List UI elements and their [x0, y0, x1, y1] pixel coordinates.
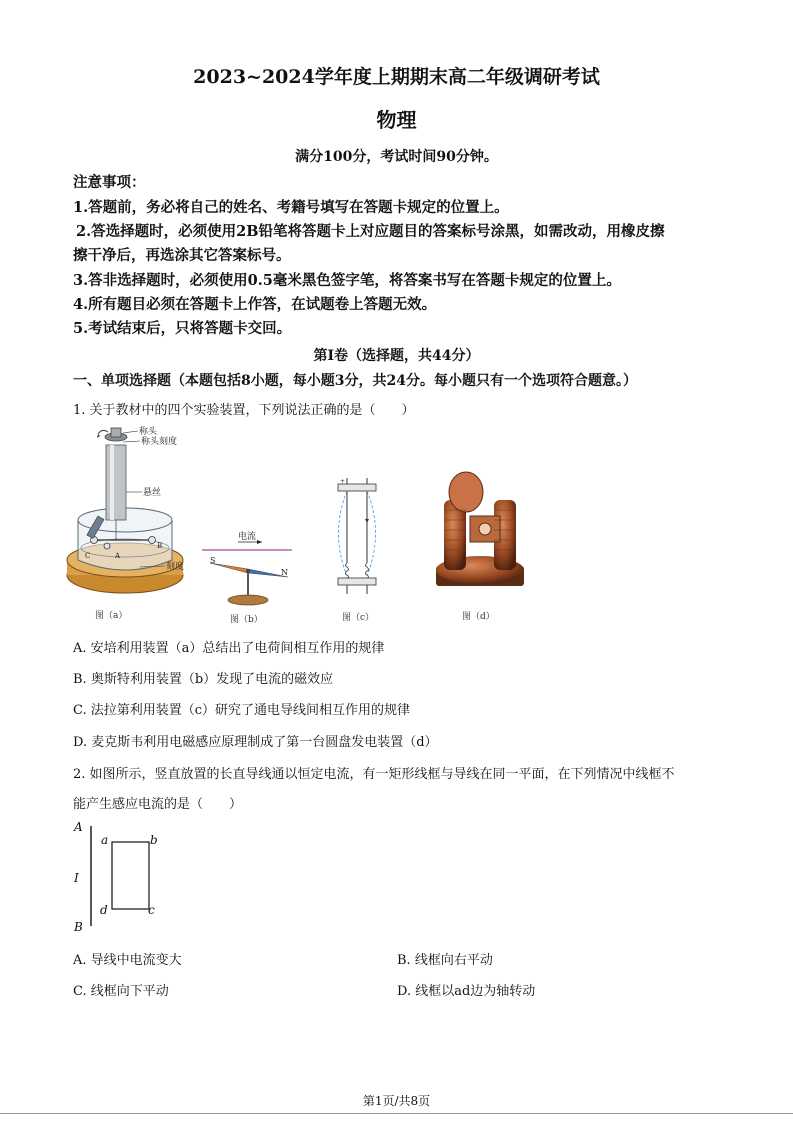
label-ball-b: B [157, 542, 163, 550]
page-divider [0, 1113, 793, 1114]
figure-c-parallel-wires [330, 478, 385, 608]
label-d: d [100, 903, 108, 917]
q1-option-d[interactable]: D. 麦克斯韦利用电磁感应原理制成了第一台圆盘发电装置（d） [73, 735, 438, 750]
figure-b-oersted [200, 525, 300, 610]
section-title: 第Ⅰ卷（选择题，共44分） [313, 348, 480, 364]
part-heading: 一、单项选择题（本题包括8小题，每小题3分，共24分。每小题只有一个选项符合题意。） [73, 373, 637, 389]
subject-title: 物理 [376, 108, 417, 132]
q2-option-b[interactable]: B. 线框向右平动 [397, 953, 493, 968]
label-knob: 称头 [139, 427, 158, 437]
caption-a: 图（a） [95, 611, 128, 621]
score-line: 满分100分，考试时间90分钟。 [295, 149, 498, 165]
label-B: B [74, 920, 83, 934]
figure-q2-wire-and-loop [70, 818, 170, 938]
q1-option-b[interactable]: B. 奥斯特利用装置（b）发现了电流的磁效应 [73, 672, 334, 687]
note-item: 4.所有题目必须在答题卡上作答，在试题卷上答题无效。 [73, 296, 437, 313]
label-current: 电流 [238, 532, 257, 542]
label-A: A [74, 820, 83, 834]
note-item: 擦干净后，再选涂其它答案标号。 [73, 247, 291, 264]
notes-heading: 注意事项： [73, 174, 146, 191]
q1-option-c[interactable]: C. 法拉第利用装置（c）研究了通电导线间相互作用的规律 [73, 703, 411, 718]
label-ball-c: C [85, 552, 91, 560]
label-n: N [281, 568, 288, 577]
note-item: 5.考试结束后，只将答题卡交回。 [73, 320, 292, 337]
q2-option-d[interactable]: D. 线框以ad边为轴转动 [397, 984, 536, 999]
exam-title: 2023~2024学年度上期期末高二年级调研考试 [193, 66, 600, 88]
q2-option-c[interactable]: C. 线框向下平动 [73, 984, 169, 999]
page-number: 第1页/共8页 [362, 1094, 431, 1108]
label-c: c [148, 903, 155, 917]
label-I: I [74, 871, 79, 885]
label-knob-scale: 称头刻度 [141, 437, 178, 447]
label-ball-a: A [115, 552, 121, 560]
label-b: b [150, 833, 158, 847]
label-a: a [101, 833, 109, 847]
note-item: 3.答非选择题时，必须使用0.5毫米黑色签字笔，将答案书写在答题卡规定的位置上。 [73, 272, 621, 289]
figure-a-torsion-balance [60, 420, 200, 610]
label-ruler: 刻度 [166, 562, 185, 572]
svg-text:+: + [340, 478, 346, 485]
note-item: 1.答题前，务必将自己的姓名、考籍号填写在答题卡规定的位置上。 [73, 199, 509, 216]
question-2-stem-line1: 2. 如图所示，竖直放置的长直导线通以恒定电流，有一矩形线框与导线在同一平面，在下列情况中线框不 [73, 767, 675, 782]
question-1-stem: 1. 关于教材中的四个实验装置，下列说法正确的是（ ） [73, 403, 415, 418]
caption-d: 图（d） [462, 612, 495, 622]
note-item: 2.答选择题时，必须使用2B铅笔将答题卡上对应题目的答案标号涂黑，如需改动，用橡皮擦 [76, 223, 665, 240]
q2-option-a[interactable]: A. 导线中电流变大 [73, 953, 182, 968]
label-s: S [210, 556, 216, 565]
q1-option-a[interactable]: A. 安培利用装置（a）总结出了电荷间相互作用的规律 [73, 641, 385, 656]
question-2-stem-line2: 能产生感应电流的是（ ） [73, 797, 243, 812]
caption-c: 图（c） [342, 613, 375, 623]
label-wire: 悬丝 [143, 488, 162, 498]
figure-d-faraday-device [430, 470, 530, 595]
caption-b: 图（b） [230, 615, 263, 625]
